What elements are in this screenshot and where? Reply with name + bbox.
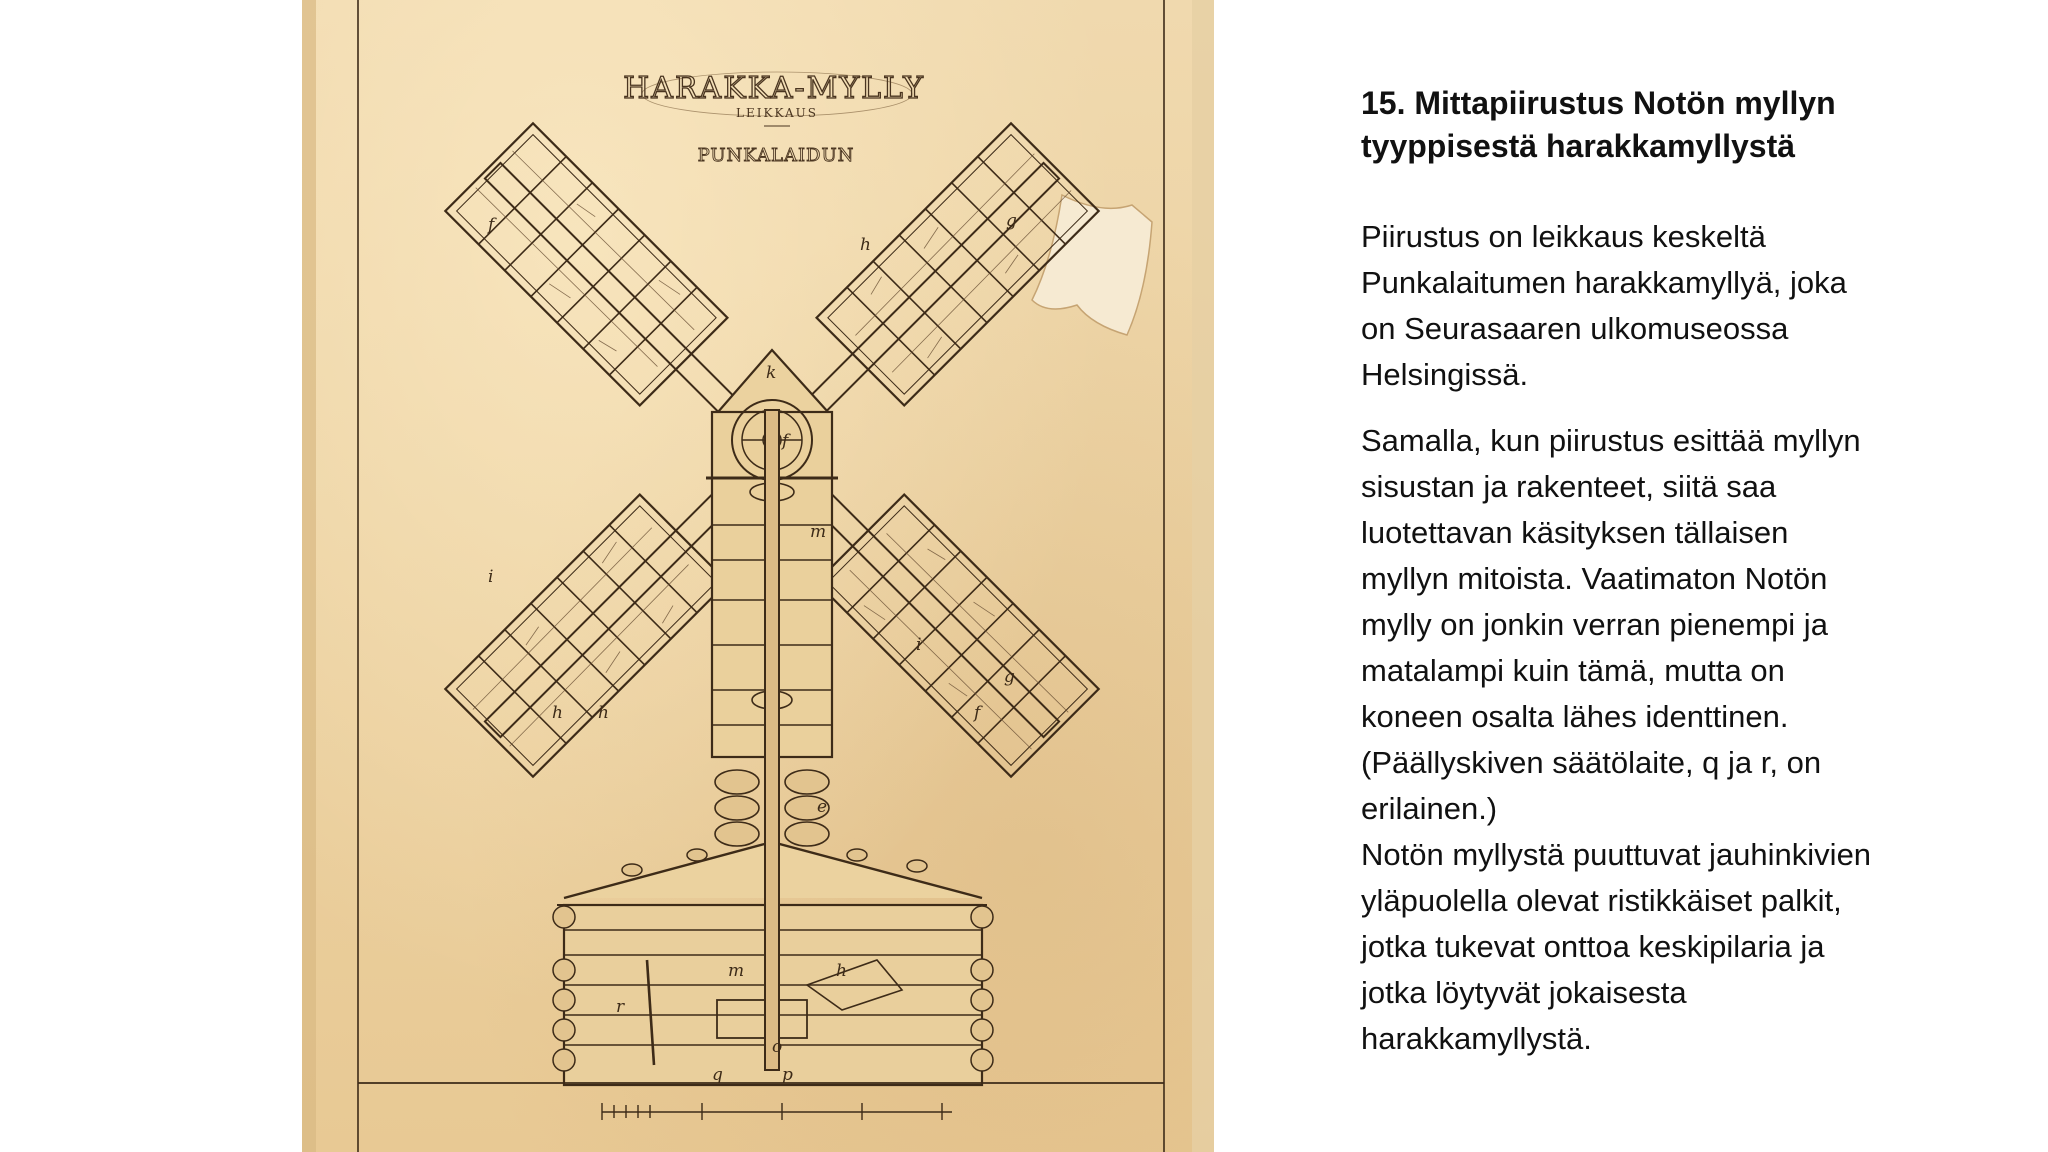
svg-text:q: q	[712, 1065, 723, 1085]
paragraph-line: jotka löytyvät jokaisesta	[1361, 975, 1687, 1010]
svg-text:i: i	[916, 635, 922, 655]
text-column	[1361, 82, 2011, 1072]
paragraph-line: (Päällyskiven säätölaite, q ja r, on	[1361, 745, 1822, 780]
paragraph-intro	[1361, 214, 2011, 398]
svg-text:g: g	[1004, 667, 1015, 687]
svg-text:r: r	[616, 997, 625, 1017]
paragraph-line: Punkalaitumen harakkamyllyä, joka	[1361, 265, 1847, 300]
torn-corner	[1032, 195, 1152, 335]
svg-text:f: f	[488, 215, 495, 235]
svg-text:h: h	[552, 703, 563, 723]
scale-bar	[602, 1103, 952, 1120]
paragraph-line: mylly on jonkin verran pienempi ja	[1361, 607, 1828, 642]
paragraph-line: luotettavan käsityksen tällaisen	[1361, 515, 1789, 550]
svg-text:h: h	[836, 961, 847, 981]
paragraph-line: sisustan ja rakenteet, siitä saa	[1361, 469, 1777, 504]
svg-text:e: e	[817, 797, 828, 817]
svg-text:h: h	[860, 235, 871, 255]
paragraph-line: on Seurasaaren ulkomuseossa	[1361, 311, 1789, 346]
paragraph-line: koneen osalta lähes identtinen.	[1361, 699, 1789, 734]
paragraph-line: matalampi kuin tämä, mutta on	[1361, 653, 1785, 688]
paragraph-line: erilainen.)	[1361, 791, 1498, 826]
svg-text:h: h	[598, 703, 609, 723]
drawing-place: PUNKALAIDUN	[697, 145, 855, 166]
paragraph-line: Helsingissä.	[1361, 357, 1529, 392]
svg-text:m: m	[728, 961, 745, 981]
svg-text:i: i	[488, 567, 494, 587]
paragraph-line: Piirustus on leikkaus keskeltä	[1361, 219, 1766, 254]
svg-text:o: o	[772, 1037, 783, 1057]
paragraph-line: jotka tukevat onttoa keskipilaria ja	[1361, 929, 1825, 964]
svg-text:k: k	[766, 363, 777, 383]
svg-text:m: m	[810, 522, 827, 542]
svg-text:f: f	[782, 431, 789, 451]
paragraph-comparison	[1361, 418, 2011, 1062]
slide-title	[1361, 82, 2011, 168]
paragraph-line: Samalla, kun piirustus esittää myllyn	[1361, 423, 1861, 458]
drawing-title: HARAKKA-MYLLY	[623, 71, 925, 106]
paragraph-line: yläpuolella olevat ristikkäiset palkit,	[1361, 883, 1842, 918]
drawing-subtitle: LEIKKAUS	[736, 106, 818, 120]
windmill-drawing	[302, 0, 1214, 1152]
central-shaft	[765, 410, 779, 1070]
svg-text:p: p	[782, 1065, 793, 1085]
paragraph-line: Notön myllystä puuttuvat jauhinkivien	[1361, 837, 1872, 872]
svg-text:g: g	[1006, 211, 1017, 231]
svg-text:f: f	[974, 703, 981, 723]
paragraph-line: harakkamyllystä.	[1361, 1021, 1592, 1056]
slide-title-line: tyyppisestä harakkamyllystä	[1361, 128, 1796, 164]
paragraph-line: myllyn mitoista. Vaatimaton Notön	[1361, 561, 1828, 596]
slide-title-line: 15. Mittapiirustus Notön myllyn	[1361, 85, 1836, 121]
